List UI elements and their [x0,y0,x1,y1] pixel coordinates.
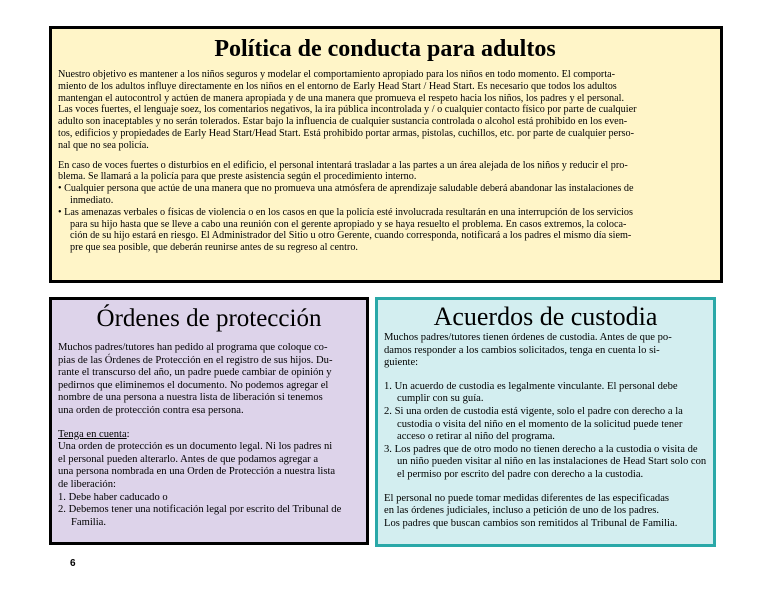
protection-paragraph-1: Muchos padres/tutores han pedido al programa que coloque co- pias de las Órdenes de Protección en el registro de sus hijos. Du- rante el transcurso del año, un padre puede cambiar de opinión y pedirnos que eliminemos el documento. No podemos agregar el nombre de una persona a nuestra lista de liberación si tenemos una orden de protección contra esa persona. [58,342,333,416]
custody-paragraph-2: El personal no puede tomar medidas diferentes de las especificadas en las órdenes judiciales, incluso a petición de uno de los padres. Los padres que buscan cambios son remitidos al Tribunal de Familia. [384,492,678,529]
custody-item-2: 2. Si una orden de custodia está vigente, solo el padre con derecho a la custodia o visita del niño en el momento de la solicitud puede tener acceso o retirar al niño del programa. [384,405,683,443]
page-number: 6 [70,558,76,569]
protection-item-2: 2. Debemos tener una notificación legal por escrito del Tribunal de Familia. [58,504,342,528]
protection-orders-box [49,297,369,545]
conduct-paragraph-2: En caso de voces fuertes o disturbios en el edificio, el personal intentará trasladar a las partes a un área alejada de los niños y reducir el pro- blema. Se llamará a la policía para que preste asistencia según el procedimiento interno. [58,159,628,183]
protection-title: Órdenes de protección [96,305,322,332]
conduct-paragraph-1: Nuestro objetivo es mantener a los niños seguros y modelar el comportamiento apropiado para los niños en todo momento. El comporta- miento de los adultos influye directamente en los niños en el entorno de Early Head Start / Head Start. Es necesario que todos los adultos mantengan el autocontrol y actúen de manera apropiada y de una manera que promueva el respeto hacia los niños, los padres y el personal. Las voces fuertes, el lenguaje soez, los comentarios negativos, la ira pública incontrolada y / o cualquier contacto físico por parte de cualquier adulto son inaceptables y no serán tolerados. Estar bajo la influencia de cualquier sustancia controlada o alcohol está prohibido en los even- tos, edificios y propiedades de Early Head Start/Head Start. Está prohibido portar armas, pistolas, cuchillos, etc. por parte de cualquier perso- nal que no sea policía. [58,69,637,151]
custody-title: Acuerdos de custodia [433,302,658,331]
protection-note-heading: Tenga en cuenta: [58,428,130,440]
conduct-bullet-2: • Las amenazas verbales o físicas de violencia o en los casos en que la policía esté involucrada resultarán en una interrupción de los servicios para su hijo hasta que se lleve a cabo una reunión con el gerente apropiado y se haya resuelto el problema. En casos extremos, la coloca- ción de su hijo estará en riesgo. El Administrador del Sitio u otro Gerente, cuando corresponda, notificará a los padres el mismo día siem- pre que sea posible, que deberán reunirse antes de su regreso al centro. [58,206,633,254]
custody-item-1: 1. Un acuerdo de custodia es legalmente vinculante. El personal debe cumplir con su guía. [384,380,678,405]
conduct-title: Política de conducta para adultos [214,36,556,62]
protection-item-1: 1. Debe haber caducado o [58,491,168,503]
custody-item-3: 3. Los padres que de otro modo no tienen derecho a la custodia o visita de un niño pueden visitar al niño en las instalaciones de Head Start solo con el permiso por escrito del padre con derecho a la custodia. [384,443,707,480]
custody-agreements-box [375,297,716,547]
protection-paragraph-2: Una orden de protección es un documento legal. Ni los padres ni el personal pueden alterarlo. Antes de que podamos agregar a una persona nombrada en una Orden de Protección a nuestra lista de liberación: [58,441,336,490]
conduct-bullet-1: • Cualquier persona que actúe de una manera que no promueva una atmósfera de aprendizaje saludable deberá abandonar las instalaciones de inmediato. [58,183,634,206]
custody-paragraph-1: Muchos padres/tutores tienen órdenes de custodia. Antes de que po- damos responder a los cambios solicitados, tenga en cuenta lo si- guiente: [384,332,672,369]
conduct-policy-box [49,26,723,283]
